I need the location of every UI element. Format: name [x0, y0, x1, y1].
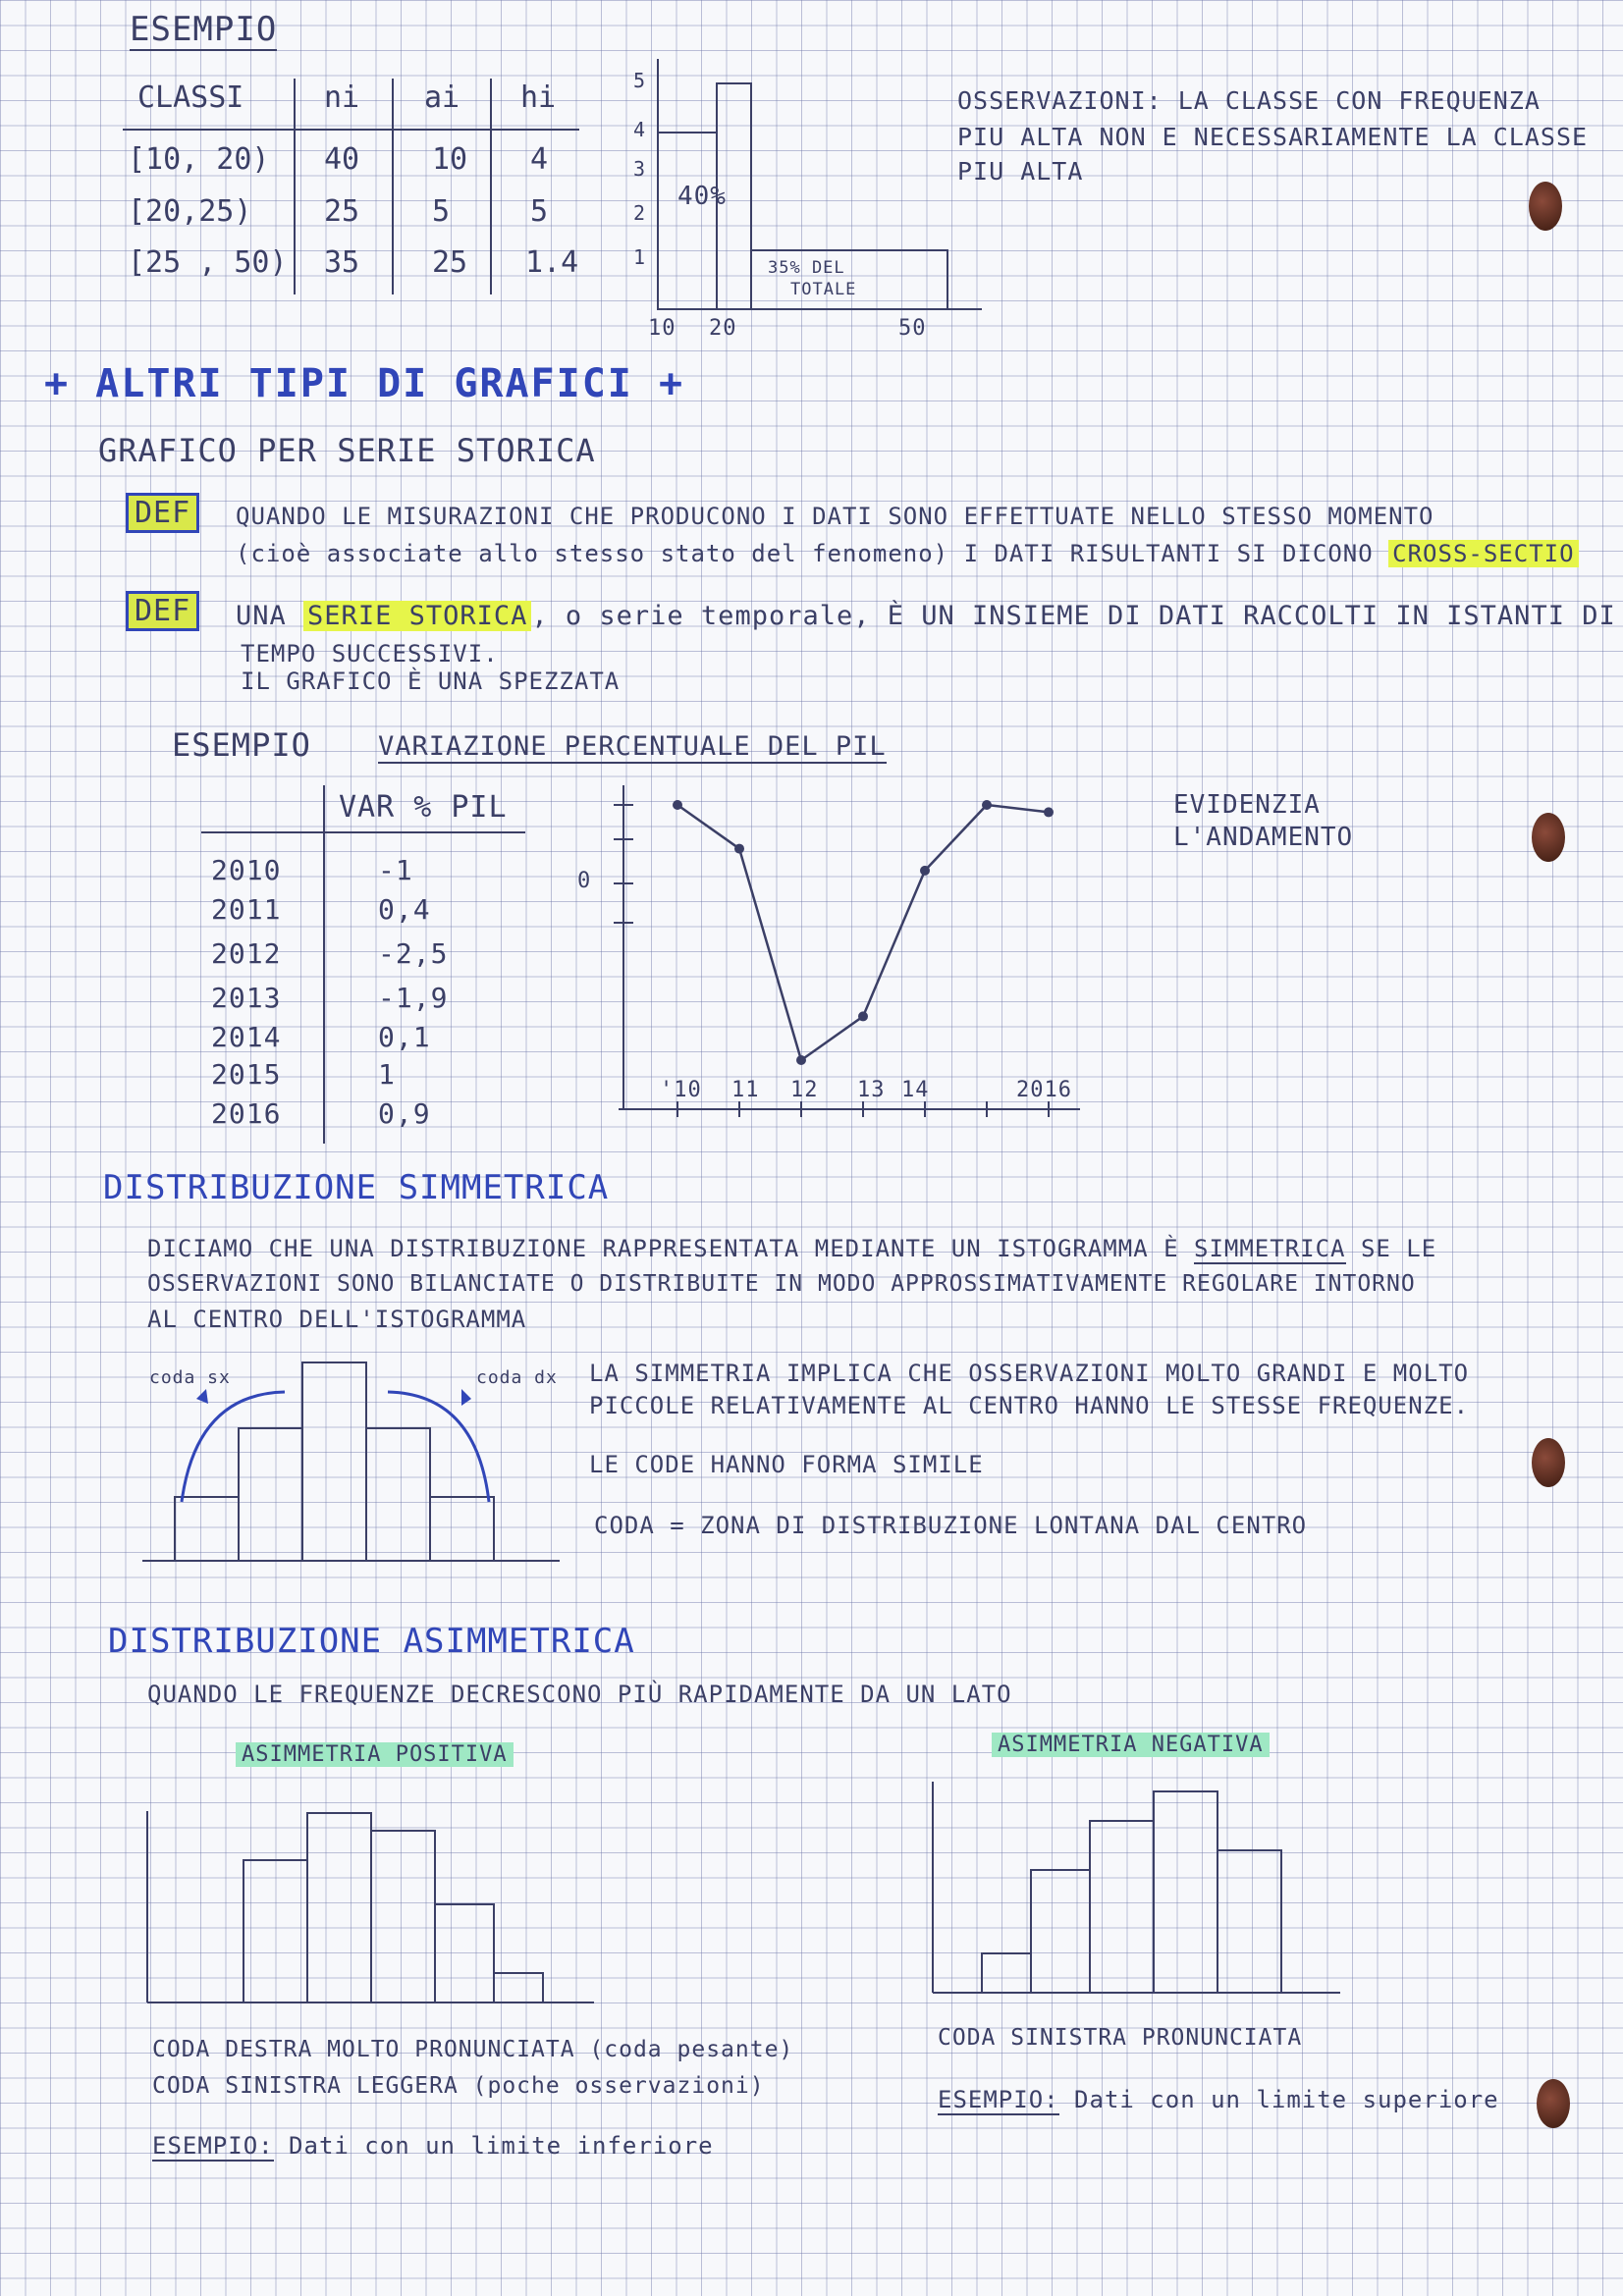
histogram-bar: [494, 1973, 543, 2002]
data-point: [982, 800, 992, 810]
def1-line2-text: (cioè associate allo stesso stato del fenomeno) I DATI RISULTANTI SI DICONO: [236, 540, 1374, 567]
data-point: [920, 866, 930, 876]
pil-line-chart: [589, 785, 1100, 1119]
positive-skew-histogram: [142, 1806, 604, 2012]
table-cell: [25 , 50): [128, 245, 288, 280]
year-cell: 2010: [211, 854, 282, 886]
value-cell: 0,9: [378, 1097, 431, 1130]
pos-label-text: ASIMMETRIA POSITIVA: [236, 1742, 514, 1767]
binder-hole: [1537, 2079, 1570, 2128]
neg-note: CODA SINISTRA PRONUNCIATA: [938, 2025, 1303, 2051]
simmetrica-p2: OSSERVAZIONI SONO BILANCIATE O DISTRIBUITE IN MODO APPROSSIMATIVAMENTE REGOLARE INTORNO: [147, 1271, 1416, 1297]
histogram-bar: [302, 1362, 366, 1561]
col-header: VAR % PIL: [339, 790, 508, 825]
table-header-ni: ni: [324, 80, 360, 115]
table-cell: 10: [432, 142, 468, 177]
observation-line: PIU ALTA: [957, 157, 1084, 186]
hist-x-tick: 10: [648, 316, 676, 341]
table-header-ai: ai: [424, 80, 460, 115]
table-cell: [20,25): [128, 194, 252, 229]
hist-x-tick: 50: [898, 316, 927, 341]
pos-example-text: Dati con un limite inferiore: [289, 2132, 714, 2160]
simmetrica-p1: [147, 1235, 1436, 1262]
table-cell: 1.4: [525, 245, 579, 280]
pos-label: [236, 1742, 514, 1767]
histogram-bar: [307, 1813, 371, 2002]
simmetrica-text: DICIAMO CHE UNA DISTRIBUZIONE RAPPRESENTATA MEDIANTE UN ISTOGRAMMA È: [147, 1235, 1179, 1262]
year-cell: 2016: [211, 1097, 282, 1130]
data-point: [858, 1011, 868, 1021]
def2-line2: TEMPO SUCCESSIVI.: [241, 640, 499, 667]
neg-label-text: ASIMMETRIA NEGATIVA: [992, 1733, 1270, 1757]
x-tick-label: '10: [660, 1078, 702, 1102]
def-label: DEF: [126, 591, 199, 631]
neg-label: [992, 1733, 1270, 1757]
histogram-bar: [243, 1860, 307, 2002]
def-label: DEF: [126, 493, 199, 533]
simmetrica-text: SE LE: [1360, 1235, 1437, 1262]
histogram-bar: [371, 1831, 435, 2002]
chart-note: EVIDENZIA: [1173, 790, 1321, 820]
tail-left-label: coda sx: [149, 1367, 231, 1388]
data-point: [796, 1055, 806, 1065]
asimmetrica-heading: DISTRIBUZIONE ASIMMETRICA: [108, 1622, 635, 1661]
serie-heading: GRAFICO PER SERIE STORICA: [98, 432, 596, 469]
histogram-bar: [1217, 1850, 1281, 1993]
asimmetrica-p1: QUANDO LE FREQUENZE DECRESCONO PIÙ RAPIDAMENTE DA UN LATO: [147, 1681, 1012, 1708]
value-cell: -1: [378, 854, 413, 886]
simmetrica-note: PICCOLE RELATIVAMENTE AL CENTRO HANNO LE STESSE FREQUENZE.: [589, 1392, 1470, 1419]
series-line: [677, 805, 1049, 1060]
table-cell: 40: [324, 142, 360, 177]
table-cell: 25: [324, 194, 360, 229]
value-cell: -1,9: [378, 982, 449, 1014]
hist-y-tick: 5: [633, 69, 647, 92]
simmetrica-note: LA SIMMETRIA IMPLICA CHE OSSERVAZIONI MOLTO GRANDI E MOLTO: [589, 1360, 1470, 1387]
histogram-bar: [1031, 1870, 1090, 1993]
def2-text: UNA: [236, 601, 287, 631]
table-header-classi: CLASSI: [137, 80, 244, 115]
bar-label: TOTALE: [790, 280, 857, 299]
year-cell: 2013: [211, 982, 282, 1014]
table-cell: 35: [324, 245, 360, 280]
data-point: [1044, 807, 1054, 817]
hist-y-tick: 4: [633, 118, 647, 141]
histogram-bar: [1154, 1791, 1217, 1993]
table-cell: 5: [432, 194, 451, 229]
chart-note: L'ANDAMENTO: [1173, 823, 1354, 852]
x-tick-label: 13: [857, 1078, 886, 1102]
histogram-bar: [982, 1953, 1031, 1993]
table-cell: 5: [530, 194, 549, 229]
x-tick-label: 11: [731, 1078, 760, 1102]
cross-section-term: CROSS-SECTIO: [1388, 540, 1578, 567]
simmetrica-note: CODA = ZONA DI DISTRIBUZIONE LONTANA DAL CENTRO: [594, 1512, 1308, 1539]
example-label: ESEMPIO: [172, 726, 311, 764]
simmetrica-note: LE CODE HANNO FORMA SIMILE: [589, 1451, 984, 1478]
serie-storica-term: SERIE STORICA: [303, 601, 531, 631]
pos-example: [152, 2132, 714, 2160]
observation-line: PIU ALTA NON E NECESSARIAMENTE LA CLASSE: [957, 123, 1589, 151]
binder-hole: [1532, 1438, 1565, 1487]
hist-y-tick: 2: [633, 201, 647, 225]
bar-label: 40%: [677, 182, 727, 211]
year-cell: 2011: [211, 893, 282, 926]
observation-line: OSSERVAZIONI: LA CLASSE CON FREQUENZA: [957, 86, 1541, 115]
table-cell: 4: [530, 142, 549, 177]
value-cell: -2,5: [378, 937, 449, 970]
value-cell: 0,4: [378, 893, 431, 926]
negative-skew-histogram: [928, 1777, 1350, 2002]
value-cell: 0,1: [378, 1021, 431, 1053]
value-cell: 1: [378, 1058, 396, 1091]
pos-note: CODA SINISTRA LEGGERA (poche osservazioni): [152, 2073, 765, 2099]
neg-example-label: ESEMPIO:: [938, 2086, 1059, 2113]
bar-label: 35% DEL: [768, 258, 845, 278]
histogram-bar: [430, 1497, 494, 1561]
year-cell: 2012: [211, 937, 282, 970]
example-heading: ESEMPIO: [130, 10, 278, 49]
x-tick-label: 14: [901, 1078, 930, 1102]
pos-note: CODA DESTRA MOLTO PRONUNCIATA (coda pesante): [152, 2037, 794, 2062]
section-title: + ALTRI TIPI DI GRAFICI +: [44, 361, 685, 406]
histogram-bar: [658, 133, 717, 309]
neg-example-text: Dati con un limite superiore: [1074, 2086, 1499, 2113]
data-point: [673, 800, 682, 810]
hist-x-tick: 20: [709, 316, 737, 341]
data-point: [734, 844, 744, 854]
histogram-bar: [435, 1904, 494, 2002]
pos-example-label: ESEMPIO:: [152, 2132, 274, 2160]
def2-line3: IL GRAFICO È UNA SPEZZATA: [241, 667, 621, 695]
table-header-hi: hi: [520, 80, 557, 115]
year-cell: 2015: [211, 1058, 282, 1091]
def2-text: , o serie temporale, È UN INSIEME DI DATI RACCOLTI IN ISTANTI DI: [531, 601, 1616, 631]
tail-right-label: coda dx: [476, 1367, 558, 1388]
def1-line1: QUANDO LE MISURAZIONI CHE PRODUCONO I DATI SONO EFFETTUATE NELLO STESSO MOMENTO: [236, 503, 1434, 530]
simmetrica-term: SIMMETRICA: [1194, 1235, 1346, 1262]
histogram-bar: [366, 1428, 430, 1561]
binder-hole: [1529, 182, 1562, 231]
year-cell: 2014: [211, 1021, 282, 1053]
zero-label: 0: [577, 869, 592, 893]
simmetrica-p3: AL CENTRO DELL'ISTOGRAMMA: [147, 1306, 527, 1333]
histogram-bar: [1090, 1821, 1154, 1993]
table-cell: 25: [432, 245, 468, 280]
hist-y-tick: 3: [633, 157, 647, 181]
histogram-bar: [175, 1497, 239, 1561]
histogram-bar: [239, 1428, 302, 1561]
x-tick-label: 12: [790, 1078, 819, 1102]
table-cell: [10, 20): [128, 142, 270, 177]
simmetrica-heading: DISTRIBUZIONE SIMMETRICA: [103, 1168, 610, 1207]
neg-example: [938, 2086, 1499, 2113]
binder-hole: [1532, 813, 1565, 862]
x-tick-label: 2016: [1016, 1078, 1072, 1102]
example-title: VARIAZIONE PERCENTUALE DEL PIL: [378, 731, 887, 762]
hist-y-tick: 1: [633, 245, 647, 269]
